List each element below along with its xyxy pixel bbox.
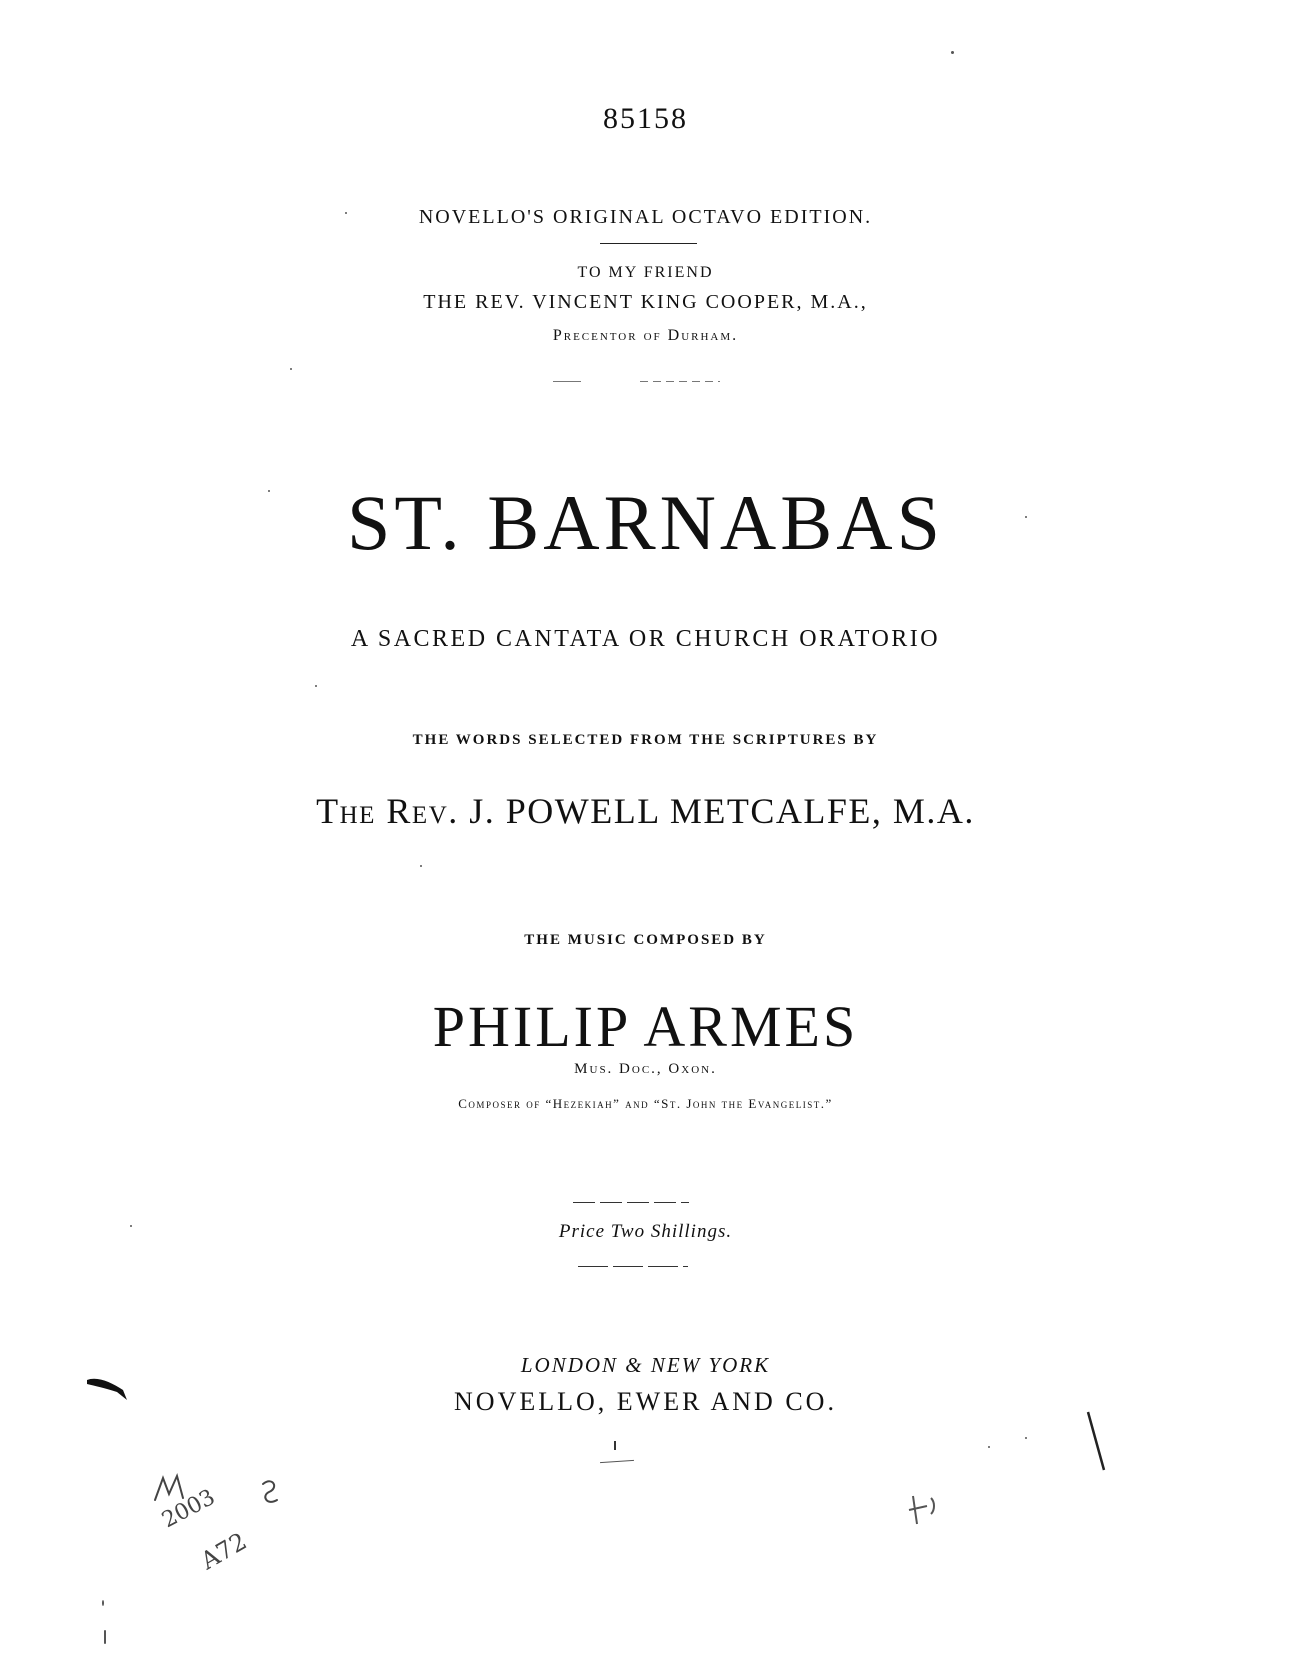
divider-rule xyxy=(578,1266,688,1267)
author-line xyxy=(0,790,1291,832)
price-note: Price Two Shillings. xyxy=(558,1221,733,1242)
scan-speck xyxy=(130,1225,132,1227)
scan-speck xyxy=(345,212,347,214)
scan-speck xyxy=(951,51,954,54)
music-credit: THE MUSIC COMPOSED BY xyxy=(524,932,767,948)
scan-speck xyxy=(102,1600,104,1606)
author-prefix: The Rev. xyxy=(316,791,459,831)
ornament-mark xyxy=(600,1460,634,1463)
words-credit: THE WORDS SELECTED FROM THE SCRIPTURES BY xyxy=(412,732,879,748)
divider-rule xyxy=(600,243,697,244)
composer-works: Composer of “Hezekiah” and “St. John the Evangelist.” xyxy=(458,1096,833,1111)
dedication-line-1: TO MY FRIEND xyxy=(577,264,714,281)
ornament-mark xyxy=(614,1441,616,1450)
handwritten-shelfmark xyxy=(145,1470,295,1590)
svg-text:A72: A72 xyxy=(196,1527,252,1576)
scan-speck xyxy=(290,368,292,370)
scan-speck xyxy=(420,865,422,867)
series-title: NOVELLO'S ORIGINAL OCTAVO EDITION. xyxy=(418,206,873,228)
dedication-line-2: THE REV. VINCENT KING COOPER, M.A., xyxy=(423,291,868,313)
imprint-city: LONDON & NEW YORK xyxy=(520,1353,771,1377)
margin-mark xyxy=(85,1374,130,1404)
dedication-line-3: Precentor of Durham. xyxy=(552,327,739,344)
scan-speck xyxy=(315,685,317,687)
subtitle: A SACRED CANTATA OR CHURCH ORATORIO xyxy=(350,626,941,652)
composer-degree: Mus. Doc., Oxon. xyxy=(574,1061,717,1077)
page-title: ST. BARNABAS xyxy=(346,479,944,566)
dashed-ornament xyxy=(553,381,581,382)
scan-speck xyxy=(988,1446,990,1448)
scan-speck xyxy=(1025,516,1027,518)
margin-mark xyxy=(1082,1408,1112,1478)
scan-speck xyxy=(104,1630,106,1644)
composer-name: PHILIP ARMES xyxy=(432,994,859,1059)
author-name: J. POWELL METCALFE, M.A. xyxy=(469,791,975,831)
svg-text:2003: 2003 xyxy=(158,1484,220,1534)
divider-rule xyxy=(573,1202,689,1203)
catalog-number: 85158 xyxy=(603,102,688,135)
scan-speck xyxy=(1025,1437,1027,1439)
margin-mark xyxy=(905,1490,945,1530)
scan-speck xyxy=(268,490,270,492)
imprint-publisher: NOVELLO, EWER AND CO. xyxy=(454,1387,837,1416)
dashed-ornament xyxy=(640,381,720,382)
